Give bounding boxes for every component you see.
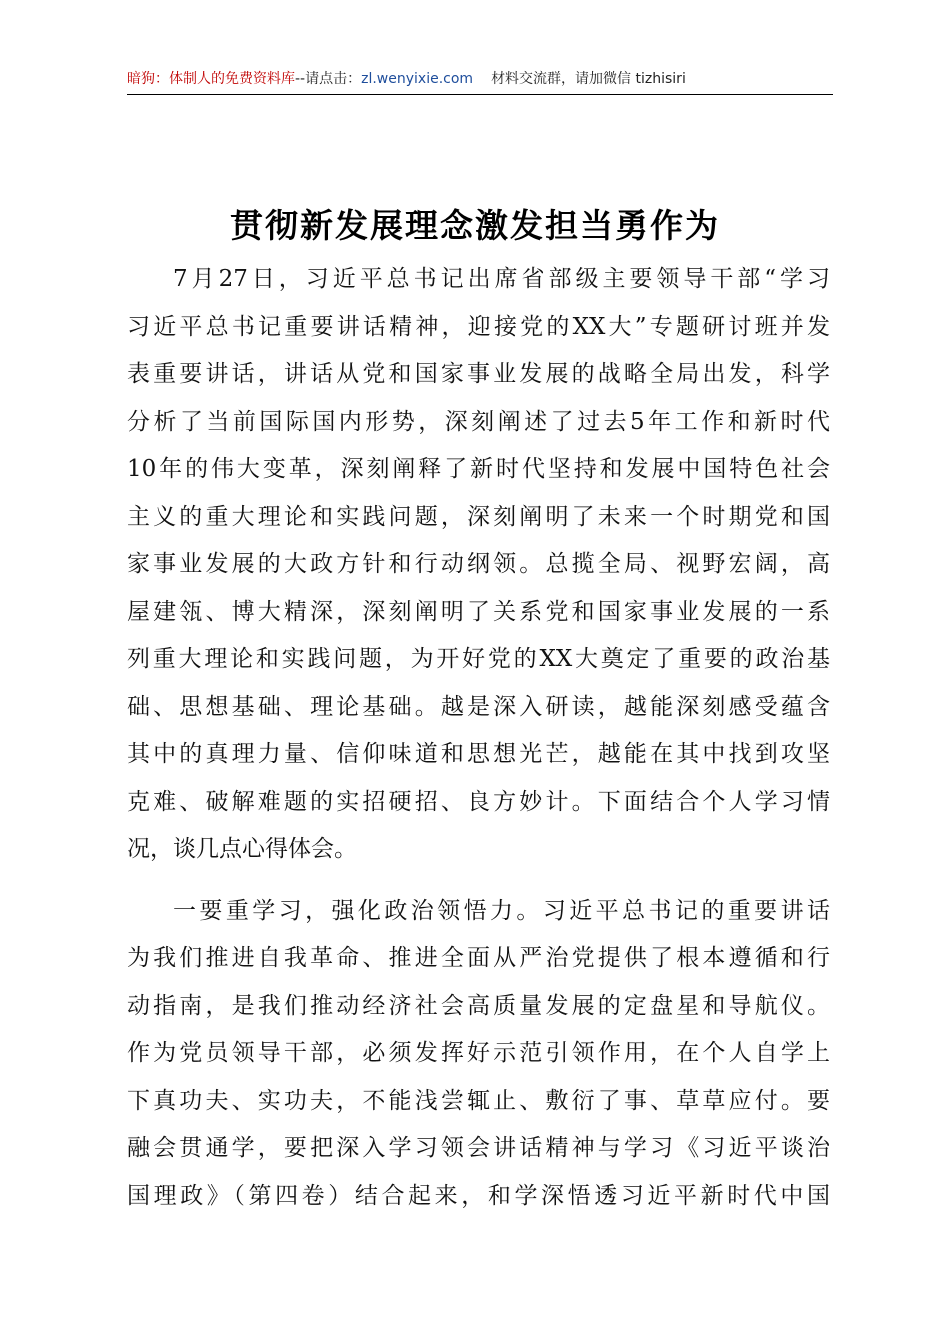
text-line: 10年的伟大变革，深刻阐释了新时代坚持和发展中国特色社会	[127, 456, 830, 482]
text-line: 础、思想基础、理论基础。越是深入研读，越能深刻感受蕴含	[127, 693, 830, 720]
text-line: 表重要讲话，讲话从党和国家事业发展的战略全局出发，科学	[127, 361, 830, 387]
header-link[interactable]: zl.wenyixie.com	[361, 71, 474, 87]
header-site-name: 暗狗：体制人的免费资料库	[127, 71, 295, 87]
text-line: 家事业发展的大政方针和行动纲领。总揽全局、视野宏阔，高	[127, 551, 830, 577]
paragraph-2	[127, 888, 830, 1221]
text-line: 7月27日，习近平总书记出席省部级主要领导干部“学习	[173, 266, 830, 292]
document-body	[127, 256, 830, 1220]
text-line: 作为党员领导干部，必须发挥好示范引领作用，在个人自学上	[127, 1040, 830, 1066]
paragraph-1	[127, 256, 830, 874]
text-line: 克难、破解难题的实招硬招、良方妙计。下面结合个人学习情	[127, 788, 830, 815]
text-line: 屋建瓴、博大精深，深刻阐明了关系党和国家事业发展的一系	[127, 598, 830, 625]
page-header	[127, 64, 833, 95]
text-line: 国理政》（第四卷）结合起来，和学深悟透习近平新时代中国	[127, 1182, 830, 1209]
text-line: 习近平总书记重要讲话精神，迎接党的XX大”专题研讨班并发	[127, 313, 830, 340]
text-line: 一要重学习，强化政治领悟力。习近平总书记的重要讲话	[173, 897, 830, 924]
text-line: 动指南，是我们推动经济社会高质量发展的定盘星和导航仪。	[127, 992, 830, 1019]
header-wechat-note: 材料交流群，请加微信 tizhisiri	[491, 71, 686, 87]
document-title: 贯彻新发展理念激发担当勇作为	[230, 206, 720, 245]
text-line: 融会贯通学，要把深入学习领会讲话精神与学习《习近平谈治	[127, 1135, 830, 1161]
header-prompt: --请点击：	[295, 71, 362, 87]
text-line: 列重大理论和实践问题，为开好党的XX大奠定了重要的政治基	[127, 646, 830, 672]
text-line: 分析了当前国际国内形势，深刻阐述了过去5年工作和新时代	[127, 408, 830, 435]
text-line: 为我们推进自我革命、推进全面从严治党提供了根本遵循和行	[127, 945, 830, 971]
text-line: 主义的重大理论和实践问题，深刻阐明了未来一个时期党和国	[127, 503, 830, 530]
text-line: 其中的真理力量、信仰味道和思想光芒，越能在其中找到攻坚	[127, 741, 830, 767]
text-line: 下真功夫、实功夫，不能浅尝辄止、敷衍了事、草草应付。要	[127, 1087, 830, 1114]
text-line: 况，谈几点心得体会。	[127, 836, 357, 862]
